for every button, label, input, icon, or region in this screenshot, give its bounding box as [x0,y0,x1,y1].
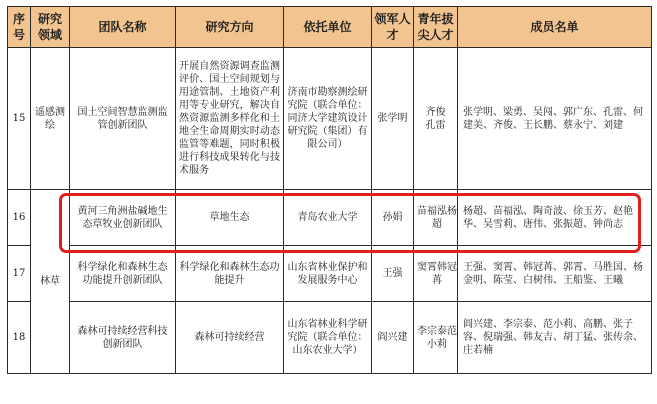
table-row [8,246,652,302]
table-header-row [8,7,652,48]
cell-members: 阎兴建、李宗泰、范小莉、高鹏、张子容、倪瑞强、韩友吉、胡丁猛、张传余、庄若楠 [458,302,652,374]
header-direction: 研究方向 [176,7,284,48]
table-row [8,48,652,190]
cell-members: 王强、窦霄、韩冠苒、郭霄、马胜国、杨金明、陈莹、白树伟、王船鉴、王曦 [458,246,652,302]
cell-direction: 开展自然资源调查监测评价、国土空间规划与用途管制、土地资产利用等专业研究，解决自然资源监测多样化和土地全生命周期实时动态监管等难题，同时积极进行科技成果转化与技术服务 [176,48,284,190]
cell-youth-text: 李宗泰范小莉 [417,325,457,350]
cell-seq: 16 [8,190,31,246]
cell-leader: 张学明 [372,48,414,190]
cell-youth [414,190,458,246]
cell-leader: 阎兴建 [372,302,414,374]
header-seq: 序号 [8,7,31,48]
cell-field: 林草 [31,190,70,374]
cell-members: 杨超、苗福泓、陶奇波、徐玉芳、赵艳华、吴雪莉、唐伟、张振超、钟尚志 [458,190,652,246]
cell-youth-text: 窦霄韩冠苒 [417,261,457,286]
cell-team: 国土空间智慧监测监管创新团队 [70,48,176,190]
cell-unit: 山东省林业科学研究院（联合单位：山东农业大学） [284,302,372,374]
cell-seq: 18 [8,302,31,374]
cell-unit: 青岛农业大学 [284,190,372,246]
cell-leader: 王强 [372,246,414,302]
cell-youth-text: 齐俊孔雷 [425,106,446,131]
cell-field: 遥感测绘 [31,48,70,190]
talent-team-table [7,6,652,374]
header-youth: 青年拔尖人才 [414,7,458,48]
cell-direction: 森林可持续经营 [176,302,284,374]
cell-youth [414,302,458,374]
header-leader: 领军人才 [372,7,414,48]
cell-team: 森林可持续经营科技创新团队 [70,302,176,374]
cell-direction: 草地生态 [176,190,284,246]
cell-leader: 孙娟 [372,190,414,246]
cell-youth-text: 苗福泓杨超 [417,205,457,230]
table-row [8,190,652,246]
table-row [8,302,652,374]
cell-seq: 15 [8,48,31,190]
header-field: 研究领域 [31,7,70,48]
cell-members: 张学明、梁勇、吴闯、郭广东、孔雷、何建美、齐俊、王长鹏、蔡永宁、刘建 [458,48,652,190]
cell-unit: 山东省林业保护和发展服务中心 [284,246,372,302]
cell-unit: 济南市勘察测绘研究院（联合单位：同济大学建筑设计研究院（集团）有限公司） [284,48,372,190]
header-unit: 依托单位 [284,7,372,48]
talent-team-table-wrap [7,6,652,374]
header-members: 成员名单 [458,7,652,48]
cell-youth [414,48,458,190]
cell-team: 黄河三角洲盐碱地生态草牧业创新团队 [70,190,176,246]
cell-youth [414,246,458,302]
cell-direction: 科学绿化和森林生态功能提升 [176,246,284,302]
cell-team: 科学绿化和森林生态功能提升创新团队 [70,246,176,302]
cell-seq: 17 [8,246,31,302]
header-team: 团队名称 [70,7,176,48]
